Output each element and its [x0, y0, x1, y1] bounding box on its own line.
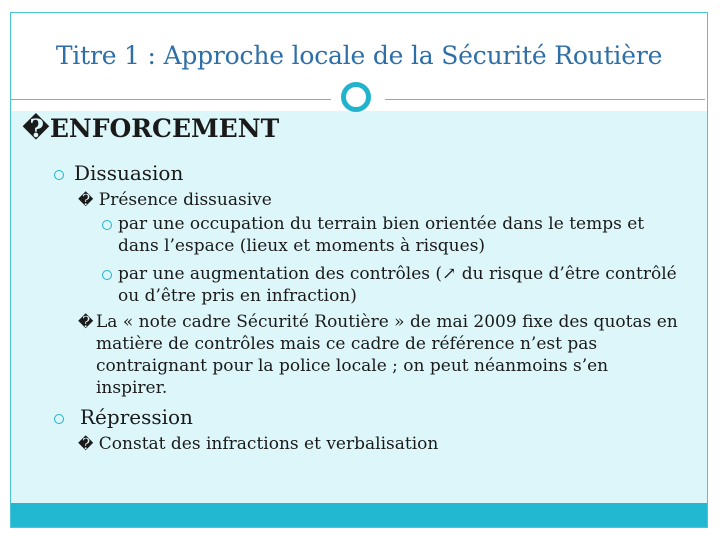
bullet-repression: Répression [80, 405, 193, 429]
presence-label: Présence dissuasive [98, 190, 272, 210]
circle-bullet-icon [54, 170, 64, 180]
note-line3: contraignant pour la police locale ; on peut néanmoins s’en [96, 356, 609, 376]
circle-bullet-icon [102, 270, 112, 280]
note-line4: inspirer. [96, 378, 168, 398]
slide-title: Titre 1 : Approche locale de la Sécurité Routière [55, 41, 663, 70]
presence-sub1-line2: dans l’espace (lieux et moments à risques) [118, 236, 486, 256]
box-bullet-icon: � [78, 313, 94, 331]
divider-left [11, 99, 331, 100]
heading-text: ENFORCEMENT [49, 114, 280, 143]
presence-sub2-text-a: par une augmentation des contrôles ( [118, 264, 443, 284]
footer-bar [11, 503, 707, 527]
box-bullet-icon: � [78, 191, 94, 209]
bullet-constat [78, 434, 438, 454]
box-bullet-icon: � [78, 435, 94, 453]
note-line2: matière de contrôles mais ce cadre de référence n’est pas [96, 334, 598, 354]
bullet-presence [78, 190, 272, 210]
circle-ornament-icon [341, 82, 371, 112]
arrow-up-right-icon: ↗ [442, 264, 457, 284]
bullet-dissuasion: Dissuasion [74, 161, 184, 185]
circle-bullet-icon [102, 220, 112, 230]
presence-sub2-line2: ou d’être pris en infraction) [118, 286, 357, 306]
presence-sub2-text-b: du risque d’être contrôlé [456, 264, 677, 284]
note-line1: La « note cadre Sécurité Routière » de mai 2009 fixe des quotas en [96, 312, 678, 332]
presence-sub2-line1 [118, 264, 677, 284]
bullet-note [78, 312, 93, 332]
presence-sub1-line1: par une occupation du terrain bien orientée dans le temps et [118, 214, 645, 234]
divider-right [385, 99, 705, 100]
heading-marker: � [22, 114, 50, 143]
constat-label: Constat des infractions et verbalisation [98, 434, 439, 454]
circle-bullet-icon [54, 414, 64, 424]
section-heading [22, 114, 279, 143]
